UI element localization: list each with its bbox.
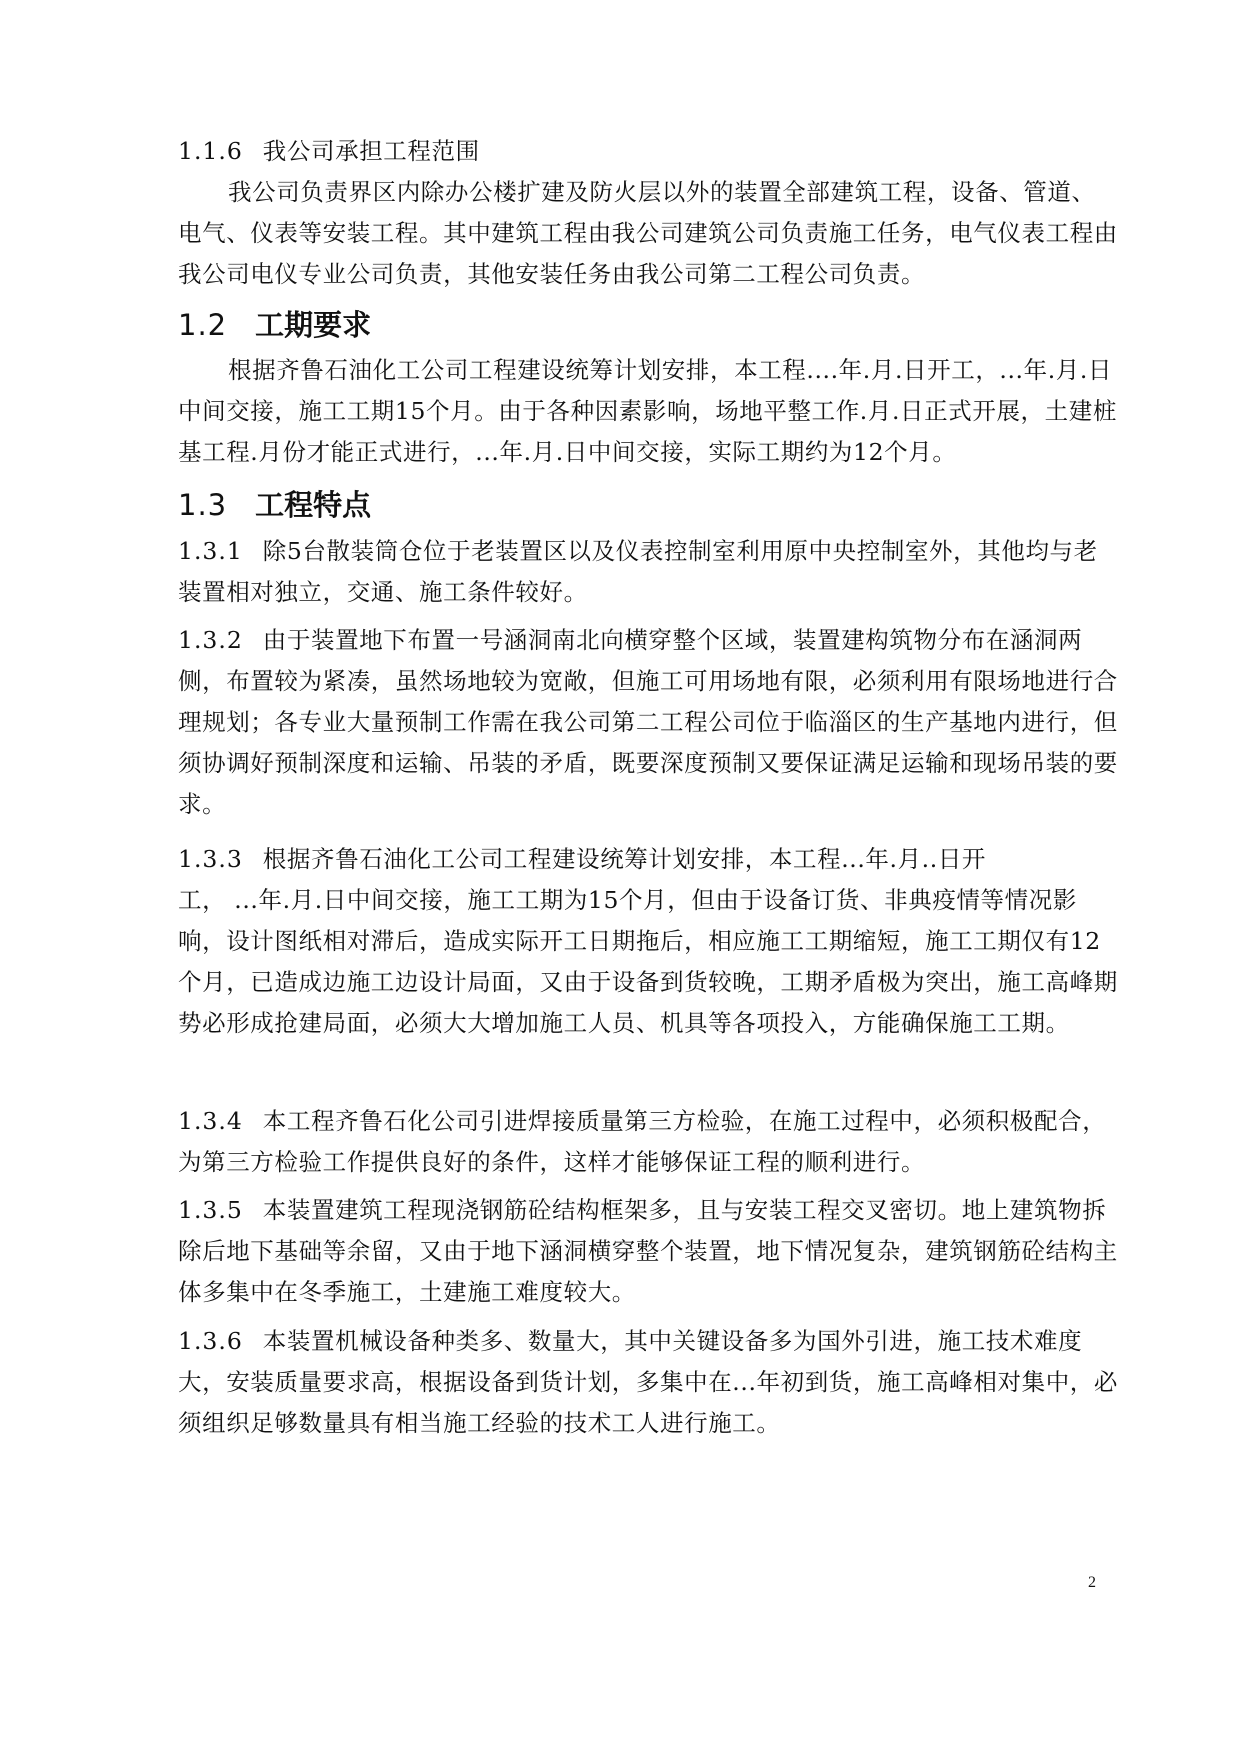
section-1-3-3 xyxy=(178,839,1118,1044)
section-number: 1.1.6 xyxy=(178,137,243,165)
section-1-3-4 xyxy=(178,1101,1118,1183)
paragraph xyxy=(178,1101,1118,1183)
page-number: 2 xyxy=(1088,1574,1096,1591)
paragraph-text: 工， ...年.月.日中间交接，施工工期为15个月，但由于设备订货、非典疫情等情况影响，设计图纸相对滞后，造成实际开工日期拖后，相应施工工期缩短，施工工期仅有12个月，已造成边施工边设计局面，又由于设备到货较晚，工期矛盾极为突出，施工高峰期势必形成抢建局面，必须大大增加施工人员、机具等各项投入，方能确保施工工期。 xyxy=(178,886,1118,1037)
section-number: 1.2 xyxy=(178,308,228,342)
section-1-1-6 xyxy=(178,131,1118,295)
paragraph xyxy=(178,839,1118,1044)
section-1-3-6 xyxy=(178,1321,1118,1444)
section-number: 1.3.3 xyxy=(178,845,243,873)
section-title: 工期要求 xyxy=(255,308,372,342)
section-number: 1.3.5 xyxy=(178,1196,243,1224)
paragraph: 根据齐鲁石油化工公司工程建设统筹计划安排，本工程....年.月.日开工，...年.月.日中间交接，施工工期15个月。由于各种因素影响，场地平整工作.月.日正式开展，土建桩基工程.月份才能正式进行，...年.月.日中间交接，实际工期约为12个月。 xyxy=(178,356,1117,466)
paragraph-text: 由于装置地下布置一号涵洞南北向横穿整个区域，装置建构筑物分布在涵洞两侧，布置较为紧凑，虽然场地较为宽敞，但施工可用场地有限，必须利用有限场地进行合理规划；各专业大量预制工作需在我公司第二工程公司位于临淄区的生产基地内进行，但须协调好预制深度和运输、吊装的矛盾，既要深度预制又要保证满足运输和现场吊装的要求。 xyxy=(178,626,1118,818)
paragraph-text: 本装置机械设备种类多、数量大，其中关键设备多为国外引进，施工技术难度大，安装质量要求高，根据设备到货计划，多集中在...年初到货，施工高峰相对集中，必须组织足够数量具有相当施工经验的技术工人进行施工。 xyxy=(178,1327,1119,1437)
section-1-2 xyxy=(178,300,1118,473)
section-number: 1.3 xyxy=(178,488,228,522)
section-1-3-2 xyxy=(178,620,1118,825)
paragraph-text-line1: 根据齐鲁石油化工公司工程建设统筹计划安排，本工程...年.月..日开 xyxy=(262,845,987,873)
section-1-3 xyxy=(178,480,1118,530)
section-number: 1.3.1 xyxy=(178,537,243,565)
paragraph: 我公司负责界区内除办公楼扩建及防火层以外的装置全部建筑工程，设备、管道、电气、仪表等安装工程。其中建筑工程由我公司建筑公司负责施工任务，电气仪表工程由我公司电仪专业公司负责，其他安装任务由我公司第二工程公司负责。 xyxy=(178,178,1118,288)
paragraph xyxy=(178,531,1118,613)
section-heading xyxy=(178,300,1118,350)
paragraph xyxy=(178,620,1118,825)
subsection-heading xyxy=(178,131,1118,172)
paragraph xyxy=(178,1321,1118,1444)
paragraph-text: 本工程齐鲁石化公司引进焊接质量第三方检验，在施工过程中，必须积极配合，为第三方检验工作提供良好的条件，这样才能够保证工程的顺利进行。 xyxy=(178,1107,1107,1176)
section-title: 工程特点 xyxy=(255,488,372,522)
section-number: 1.3.2 xyxy=(178,626,243,654)
section-number: 1.3.6 xyxy=(178,1327,243,1355)
paragraph xyxy=(178,1190,1118,1313)
section-number: 1.3.4 xyxy=(178,1107,243,1135)
paragraph-text: 除5台散装筒仓位于老装置区以及仪表控制室利用原中央控制室外，其他均与老装置相对独立，交通、施工条件较好。 xyxy=(178,537,1098,606)
section-title: 我公司承担工程范围 xyxy=(262,137,480,165)
section-1-3-5 xyxy=(178,1190,1118,1313)
section-heading xyxy=(178,480,1118,530)
section-1-3-1 xyxy=(178,531,1118,613)
paragraph-text: 本装置建筑工程现浇钢筋砼结构框架多，且与安装工程交叉密切。地上建筑物拆除后地下基础等余留，又由于地下涵洞横穿整个装置，地下情况复杂，建筑钢筋砼结构主体多集中在冬季施工，土建施工难度较大。 xyxy=(178,1196,1118,1306)
